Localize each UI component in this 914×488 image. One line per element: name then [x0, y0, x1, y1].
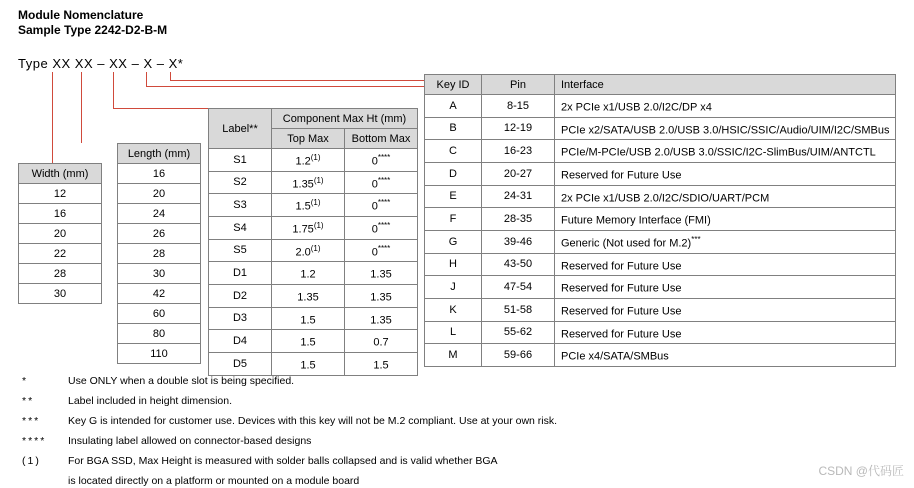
key-interface [555, 95, 896, 118]
connector-line-height-horizontal [113, 108, 208, 109]
key-interface [555, 140, 896, 163]
key-interface [555, 117, 896, 140]
table-row [425, 253, 896, 276]
ht-top-value: 1.35 [297, 291, 319, 304]
ht-top-value: 1.35 [292, 178, 314, 191]
ht-bottom-max [345, 171, 418, 194]
key-pin: 47-54 [482, 276, 555, 299]
ht-top-max [272, 284, 345, 307]
ht-bottom-max [345, 352, 418, 375]
footnote-item [22, 455, 682, 468]
key-interface-text: Future Memory Interface (FMI) [561, 214, 711, 227]
ht-bottom-max [345, 307, 418, 330]
connector-line-key1-vertical [146, 72, 147, 86]
key-pin: 51-58 [482, 298, 555, 321]
key-interface [555, 253, 896, 276]
ht-top-sup: (1) [310, 198, 321, 208]
ht-top-sup: (1) [310, 243, 321, 253]
table-row [19, 264, 102, 284]
table-row [209, 307, 418, 330]
width-table-header: Width (mm) [19, 164, 102, 184]
ht-top-value: 1.5 [300, 314, 316, 327]
connector-line-width-vertical [52, 72, 53, 163]
table-row [209, 216, 418, 239]
footnote-marker: *** [22, 415, 41, 427]
table-row [209, 171, 418, 194]
key-interface [555, 344, 896, 367]
key-interface [555, 230, 896, 253]
key-id: K [425, 298, 482, 321]
ht-bottom-sup: **** [377, 175, 391, 185]
key-id: F [425, 208, 482, 231]
length-table [117, 143, 201, 364]
connector-line-key1-horizontal [146, 86, 424, 87]
table-row [118, 264, 201, 284]
type-token-length: XX [74, 56, 94, 71]
ht-top-max [272, 216, 345, 239]
key-pin: 24-31 [482, 185, 555, 208]
ht-header-label: Label** [209, 109, 272, 149]
length-value: 24 [118, 204, 201, 224]
ht-top-max [272, 307, 345, 330]
ht-top-value: 2.0 [295, 246, 311, 259]
footnote-item [22, 395, 682, 408]
key-interface-text: PCIe x2/SATA/USB 2.0/USB 3.0/HSIC/SSIC/Audio/UIM/I2C/SMBus [561, 124, 890, 137]
ht-bottom-max [345, 239, 418, 262]
ht-header-group: Component Max Ht (mm) [272, 109, 418, 129]
length-table-header: Length (mm) [118, 144, 201, 164]
ht-bottom-value: 0 [371, 200, 378, 213]
key-pin: 8-15 [482, 95, 555, 118]
ht-bottom-max [345, 284, 418, 307]
footnote-text: Label included in height dimension. [68, 395, 233, 407]
key-interface-text: PCIe/M-PCIe/USB 2.0/USB 3.0/SSIC/I2C-SlimBus/UIM/ANTCTL [561, 146, 876, 159]
key-interface-text: Reserved for Future Use [561, 282, 682, 295]
ht-top-max [272, 352, 345, 375]
key-pin: 43-50 [482, 253, 555, 276]
ht-top-sup: (1) [313, 175, 324, 185]
table-row [425, 185, 896, 208]
connector-line-key2-vertical [170, 72, 171, 80]
key-interface-text: Generic (Not used for M.2) [561, 237, 692, 250]
type-token-height: XX [109, 56, 128, 71]
footnote-marker: **** [22, 435, 47, 447]
key-id: E [425, 185, 482, 208]
table-row [425, 230, 896, 253]
footnote-text: Insulating label allowed on connector-based designs [68, 435, 312, 447]
table-row [425, 344, 896, 367]
ht-label: D3 [209, 307, 272, 330]
width-value: 30 [19, 284, 102, 304]
key-id-table [424, 74, 896, 367]
component-height-table [208, 108, 418, 376]
ht-top-value: 1.5 [295, 200, 311, 213]
table-row [118, 224, 201, 244]
table-row [425, 95, 896, 118]
table-row [118, 184, 201, 204]
table-row [425, 162, 896, 185]
table-row [425, 321, 896, 344]
ht-top-max [272, 171, 345, 194]
key-id: H [425, 253, 482, 276]
key-interface-text: PCIe x4/SATA/SMBus [561, 350, 669, 363]
key-id: A [425, 95, 482, 118]
page-title [18, 8, 167, 38]
table-row [209, 352, 418, 375]
ht-bottom-value: 0 [371, 223, 378, 236]
type-label: Type [18, 56, 49, 71]
table-row [209, 149, 418, 172]
key-interface [555, 298, 896, 321]
ht-bottom-sup: **** [377, 243, 391, 253]
length-value: 42 [118, 284, 201, 304]
table-row [425, 276, 896, 299]
table-row [118, 284, 201, 304]
width-value: 20 [19, 224, 102, 244]
key-pin: 55-62 [482, 321, 555, 344]
ht-label: D1 [209, 262, 272, 285]
width-table [18, 163, 102, 304]
length-value: 20 [118, 184, 201, 204]
title-line-2: Sample Type 2242-D2-B-M [18, 23, 168, 37]
key-interface-text: Reserved for Future Use [561, 260, 682, 273]
ht-top-value: 1.5 [300, 359, 316, 372]
ht-top-max [272, 330, 345, 353]
footnotes [22, 375, 682, 488]
ht-bottom-max [345, 330, 418, 353]
ht-label: S2 [209, 171, 272, 194]
ht-bottom-max [345, 262, 418, 285]
watermark: CSDN @代码匠 [818, 464, 904, 478]
footnote-text: For BGA SSD, Max Height is measured with solder balls collapsed and is valid whether BGA [68, 455, 498, 467]
ht-top-value: 1.2 [295, 155, 311, 168]
key-pin: 39-46 [482, 230, 555, 253]
ht-bottom-value: 1.35 [370, 291, 392, 304]
width-value: 22 [19, 244, 102, 264]
table-row [209, 194, 418, 217]
ht-top-sup: (1) [313, 220, 324, 230]
key-interface [555, 162, 896, 185]
length-value: 110 [118, 344, 201, 364]
ht-header-bottom: Bottom Max [345, 129, 418, 149]
footnote-item [22, 415, 682, 428]
table-row [118, 244, 201, 264]
ht-label: S3 [209, 194, 272, 217]
key-interface [555, 185, 896, 208]
key-interface-text: Reserved for Future Use [561, 328, 682, 341]
ht-top-value: 1.75 [292, 223, 314, 236]
length-value: 60 [118, 304, 201, 324]
key-pin: 16-23 [482, 140, 555, 163]
footnote-marker: (1) [22, 455, 41, 467]
footnote-item [22, 375, 682, 388]
ht-top-max [272, 194, 345, 217]
key-pin: 59-66 [482, 344, 555, 367]
footnote-text: Use ONLY when a double slot is being specified. [68, 375, 295, 387]
length-value: 30 [118, 264, 201, 284]
footnote-marker: * [22, 375, 29, 387]
width-value: 12 [19, 184, 102, 204]
key-id: B [425, 117, 482, 140]
connector-line-height-vertical [113, 72, 114, 108]
ht-bottom-max [345, 216, 418, 239]
type-nomenclature-line [18, 56, 183, 71]
title-line-1: Module Nomenclature [18, 8, 144, 22]
key-interface-text: Reserved for Future Use [561, 305, 682, 318]
table-row [425, 208, 896, 231]
table-row [19, 244, 102, 264]
key-interface [555, 276, 896, 299]
key-id: M [425, 344, 482, 367]
footnote-text: Key G is intended for customer use. Devices with this key will not be M.2 compliant. Use at your own risk. [68, 415, 558, 427]
ht-label: S5 [209, 239, 272, 262]
width-value: 16 [19, 204, 102, 224]
key-id: G [425, 230, 482, 253]
table-row [118, 344, 201, 364]
type-dash-3: – [156, 56, 165, 71]
length-value: 26 [118, 224, 201, 244]
type-dash-1: – [97, 56, 105, 71]
table-row [19, 284, 102, 304]
ht-header-top: Top Max [272, 129, 345, 149]
key-id: D [425, 162, 482, 185]
type-dash-2: – [131, 56, 140, 71]
ht-top-sup: (1) [310, 153, 321, 162]
ht-bottom-value: 1.35 [370, 268, 392, 281]
ht-label: D5 [209, 352, 272, 375]
key-interface-text: 2x PCIe x1/USB 2.0/I2C/SDIO/UART/PCM [561, 192, 770, 205]
length-value: 16 [118, 164, 201, 184]
footnote-marker: ** [22, 395, 35, 407]
table-row [19, 224, 102, 244]
ht-label: D4 [209, 330, 272, 353]
key-id: J [425, 276, 482, 299]
connector-line-key2-horizontal [170, 80, 424, 81]
table-row [425, 117, 896, 140]
ht-bottom-sup: **** [377, 220, 391, 230]
table-row [19, 204, 102, 224]
ht-bottom-value: 0.7 [373, 336, 389, 349]
ht-bottom-value: 0 [371, 178, 378, 191]
table-row [19, 184, 102, 204]
table-row [209, 284, 418, 307]
table-row [425, 140, 896, 163]
table-row [425, 298, 896, 321]
key-id: C [425, 140, 482, 163]
key-id: L [425, 321, 482, 344]
ht-bottom-sup: **** [377, 198, 391, 208]
footnote-continuation: is located directly on a platform or mounted on a module board [68, 475, 360, 487]
key-interface-text: 2x PCIe x1/USB 2.0/I2C/DP x4 [561, 101, 712, 114]
ht-top-max [272, 149, 345, 172]
key-interface [555, 321, 896, 344]
ht-top-max [272, 239, 345, 262]
table-row [209, 239, 418, 262]
ht-label: D2 [209, 284, 272, 307]
key-interface [555, 208, 896, 231]
key-header-pin: Pin [482, 75, 555, 95]
key-header-interface: Interface [555, 75, 896, 95]
key-interface-sup: *** [691, 234, 701, 244]
table-row [209, 330, 418, 353]
type-token-width: XX [52, 56, 71, 71]
length-value: 28 [118, 244, 201, 264]
type-token-key1: X [143, 56, 153, 71]
table-row [209, 262, 418, 285]
ht-bottom-value: 0 [371, 246, 378, 259]
connector-line-length-vertical [81, 72, 82, 143]
length-value: 80 [118, 324, 201, 344]
key-pin: 12-19 [482, 117, 555, 140]
ht-bottom-max [345, 194, 418, 217]
table-row [118, 304, 201, 324]
ht-bottom-value: 0 [371, 155, 378, 168]
ht-bottom-max [345, 149, 418, 172]
ht-top-value: 1.2 [300, 268, 316, 281]
ht-bottom-value: 1.35 [370, 314, 392, 327]
footnote-item [22, 435, 682, 448]
ht-top-value: 1.5 [300, 336, 316, 349]
key-pin: 20-27 [482, 162, 555, 185]
ht-bottom-sup: **** [377, 153, 391, 162]
key-interface-text: Reserved for Future Use [561, 169, 682, 182]
ht-label: S1 [209, 149, 272, 172]
key-pin: 28-35 [482, 208, 555, 231]
key-header-id: Key ID [425, 75, 482, 95]
ht-label: S4 [209, 216, 272, 239]
table-row [118, 164, 201, 184]
ht-bottom-value: 1.5 [373, 359, 389, 372]
type-token-key2: X* [168, 56, 184, 71]
table-row [118, 324, 201, 344]
table-row [118, 204, 201, 224]
ht-top-max [272, 262, 345, 285]
width-value: 28 [19, 264, 102, 284]
